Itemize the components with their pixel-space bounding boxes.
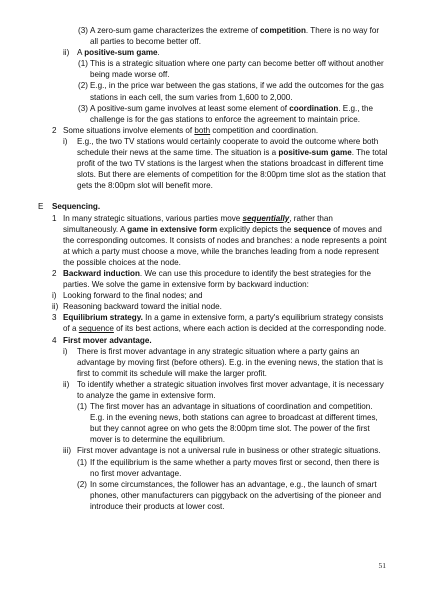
list-item — [38, 290, 388, 301]
list-text: First mover advantage is not a universal rule in business or other strategic situations. — [77, 446, 381, 456]
list-marker: (1) — [78, 59, 88, 69]
list-marker: 3 — [52, 313, 57, 323]
list-marker: (1) — [77, 402, 87, 412]
list-text — [63, 125, 388, 136]
bold-term: positive-sum game — [278, 148, 352, 158]
text: of its best actions, where each action is decided at the corresponding node. — [113, 324, 387, 334]
list-item — [38, 401, 388, 445]
text: . E.g., the challenge is for the gas stations to enforce the agreement to maintain price. — [90, 103, 373, 124]
bold-term: positive-sum game — [84, 48, 158, 58]
list-marker: i) — [63, 346, 68, 356]
list-item — [38, 125, 388, 136]
list-text: The first mover has an advantage in situations of coordination and competition. E.g. in the evening news, both stations can agree to broadcast at different times, but they cannot agree on who gets the 8:00pm time slot. The power of the first mover is to determine the equilibrium. — [90, 402, 378, 445]
list-marker: ii) — [52, 302, 59, 312]
list-item — [38, 80, 388, 102]
list-marker: 1 — [52, 213, 57, 223]
list-item — [38, 301, 388, 312]
list-item — [38, 312, 388, 334]
text: competition and coordination. — [210, 125, 319, 135]
list-marker: 2 — [52, 268, 57, 278]
text: A positive-sum game involves at least some element of — [90, 103, 290, 113]
list-item — [38, 335, 388, 346]
section-marker: E — [38, 202, 44, 212]
text: . The total profit of the two TV stations is the largest when the stations broadcast in different time slots. But there are elements of competition for the 8:00pm time slot as the station that gets the 8:00pm slot will benefit more. — [77, 148, 388, 191]
list-text — [63, 312, 388, 334]
text: . — [157, 48, 160, 58]
list-text — [77, 47, 388, 58]
list-text — [77, 136, 388, 191]
text: In many strategic situations, various parties move — [63, 213, 243, 223]
list-text: This is a strategic situation where one party can become better off without another being made worse off. — [90, 59, 384, 80]
list-text: If the equilibrium is the same whether a party moves first or second, then there is no first mover advantage. — [90, 457, 380, 478]
emphasis-term: sequentially — [242, 213, 290, 223]
list-marker: (3) — [78, 26, 88, 35]
list-text: Reasoning backward toward the initial node. — [63, 302, 222, 312]
list-marker: ii) — [63, 48, 70, 58]
list-text: There is first mover advantage in any strategic situation where a party gains an advantage by moving first (before others). E.g. in the evening news, the station that is first to commit its schedule will make the larger profit. — [77, 346, 383, 378]
bold-term: Backward induction — [63, 268, 140, 278]
text: E.g., the two TV stations would certainly cooperate to avoid the outcome where both schedule their news at the same time. The situation is a — [77, 136, 379, 158]
list-marker: (2) — [78, 81, 88, 91]
list-marker: (3) — [78, 103, 88, 113]
bold-term: game in extensive form — [127, 224, 218, 234]
list-text: Looking forward to the final nodes; and — [63, 291, 203, 301]
page-number: 51 — [378, 561, 386, 570]
page-body — [38, 25, 388, 512]
list-item — [38, 58, 388, 80]
list-item — [38, 47, 388, 58]
text: explicitly depicts the — [217, 224, 294, 234]
text: A — [77, 48, 85, 58]
underlined-term: both — [194, 125, 211, 135]
list-text — [90, 103, 388, 125]
list-item — [38, 268, 388, 290]
bold-term: competition — [260, 26, 306, 35]
list-item — [38, 213, 388, 268]
list-item — [38, 136, 388, 191]
list-marker: i) — [52, 291, 57, 301]
list-text — [63, 213, 388, 268]
list-marker: (1) — [77, 457, 87, 467]
bold-term: Equilibrium strategy. — [63, 313, 143, 323]
text: of moves and the corresponding outcomes. It consists of nodes and branches: a node represents a point at which a party must choose a move, while the branches leading from a node represent the possible choices at the node. — [63, 224, 387, 267]
list-text: To identify whether a strategic situation involves first mover advantage, it is necessary to analyze the game in extensive form. — [77, 379, 384, 400]
list-text — [90, 25, 388, 47]
section-title: Sequencing. — [52, 202, 101, 212]
list-item — [38, 379, 388, 401]
bold-term: First mover advantage. — [63, 335, 152, 345]
underlined-term: sequence — [78, 324, 114, 334]
list-marker: ii) — [63, 379, 70, 389]
spacer — [38, 191, 388, 201]
text: In a game in extensive form, a party's equilibrium strategy consists of a — [63, 313, 384, 334]
list-marker: 4 — [52, 335, 57, 345]
list-item — [38, 103, 388, 125]
list-text: E.g., in the price war between the gas stations, if we add the outcomes for the gas stations in each cell, the sum varies from 1,600 to 2,000. — [90, 81, 384, 102]
text: . We can use this procedure to identify the best strategies for the parties. We solve the game in extensive form by backward induction: — [63, 268, 372, 290]
list-text — [63, 268, 388, 290]
list-marker: 2 — [52, 125, 57, 135]
list-item — [38, 346, 388, 379]
list-item — [38, 479, 388, 512]
list-item — [38, 457, 388, 479]
section-heading — [38, 201, 388, 212]
list-text: In some circumstances, the follower has an advantage, e.g., the launch of smart phones, other manufacturers can piggyback on the advertising of the pioneer and introduce their products at lower cost. — [90, 479, 382, 511]
list-item — [38, 25, 388, 47]
bold-term: sequence — [293, 224, 331, 234]
list-marker: iii) — [63, 446, 72, 456]
list-marker: (2) — [77, 479, 87, 489]
bold-term: coordination — [289, 103, 339, 113]
text: Some situations involve elements of — [63, 125, 195, 135]
text: , rather than simultaneously. A — [63, 213, 333, 234]
text: A zero-sum game characterizes the extreme of — [90, 26, 261, 35]
text: . There is no way for all parties to become better off. — [90, 26, 380, 47]
list-marker: i) — [63, 136, 68, 146]
list-item — [38, 445, 388, 456]
